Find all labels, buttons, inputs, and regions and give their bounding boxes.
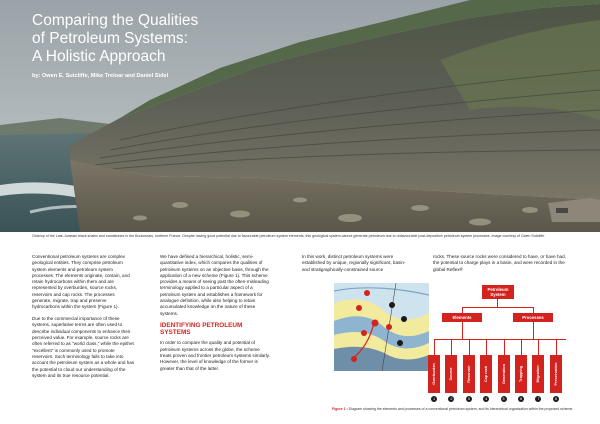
- processes-leaf-node: [498, 355, 510, 393]
- connector: [497, 299, 498, 307]
- elements-leaf-node: [445, 355, 457, 393]
- paragraph: We have defined a hierarchical, holistic, semi-quantitative index, which compares the qualities of petroleum systems on an objective basis, through the application of a new scheme (Figure 1). This scheme provides a means of seeing past the often-misleading terminology applied to a particular aspect of a petroleum system and establishes a framework for analogue definition, while also helping to retain accumulated knowledge on the nature of these systems.: [160, 254, 269, 316]
- leaf-label: Preservation: [553, 362, 558, 386]
- leaf-number-badge: 8: [554, 397, 557, 401]
- figure-caption-label: Figure 1 •: [332, 407, 348, 411]
- leaf-number-badge: 3: [467, 397, 470, 401]
- connector: [462, 307, 534, 308]
- paragraph: rocks. These source rocks were considered to have, or have had, the potential to charge plays in a basin, and were recorded in the global Reflex®: [433, 254, 566, 272]
- leaf-number-badge: 7: [537, 397, 540, 401]
- connector: [434, 339, 566, 340]
- connector: [504, 339, 505, 355]
- leaf-label: Source: [449, 367, 454, 381]
- leaf-number-badge: 6: [519, 397, 523, 401]
- leaf-label: Overburden: [432, 363, 436, 385]
- connector: [434, 339, 435, 355]
- elements-leaf-node: [428, 355, 440, 393]
- figure-caption: [332, 407, 577, 412]
- leaf-number-badge: 2: [450, 397, 453, 401]
- geology-cross-section: [334, 283, 429, 371]
- processes-node: Processes: [513, 313, 553, 322]
- connector: [521, 339, 522, 355]
- paragraph: Due to the commercial importance of these systems, superlative terms are often used to describe individual components to enhance their perceived value. For example, source rocks are often referred to as "world class," while the epithet "excellent" is commonly used to promote reservoirs. Such terminology fails to take into account the petroleum system as a whole and has the potential to cloud our understanding of the system and its true resource potential.: [32, 316, 135, 378]
- connector: [486, 339, 487, 355]
- paragraph: In this work, distinct petroleum systems were established by unique, regionally significant, basin- and stratigraphically-constrained source: [302, 254, 406, 272]
- connector: [533, 322, 534, 339]
- title-line: of Petroleum Systems:: [32, 30, 188, 47]
- figure-caption-text: Diagram showing the elements and processes of a conventional petroleum system, and its hierarchical organisation within the proposed scheme.: [348, 407, 574, 411]
- paragraph: In order to compare the quality and potential of petroleum systems across the globe, the scheme treats proven and frontier petroleum systems similarly. However, the level of knowledge of the former is greater than that of the latter.: [160, 340, 270, 371]
- elements-leaf-node: [480, 355, 492, 393]
- connector: [469, 339, 470, 355]
- leaf-number-badge: 5: [502, 397, 505, 401]
- processes-leaf-node: [515, 355, 527, 393]
- connector: [451, 339, 452, 355]
- body-column-3: [302, 254, 414, 278]
- leaf-number-badge: 4: [485, 397, 488, 401]
- elements-leaf-node: [463, 355, 475, 393]
- connector: [462, 322, 463, 339]
- photo-caption: Outcrop of the Late-Jurassic black shales and sandstones in the Boulonnais, northern France. Despite having good potential due to favourable petroleum system elements, this geological system cannot generate petroleum due to unfavourable post-deposition petroleum system processes. Image courtesy of Owen Sutcliffe.: [32, 234, 546, 238]
- title-line: A Holistic Approach: [32, 48, 166, 65]
- processes-leaf-node: [532, 355, 544, 393]
- petroleum-system-node: Petroleum System: [482, 285, 514, 299]
- leaf-label: Trapping: [519, 365, 523, 383]
- body-column-1: [32, 254, 135, 385]
- body-column-4: [433, 254, 573, 278]
- figure-1: [332, 283, 577, 400]
- leaf-label: Migration: [536, 365, 541, 383]
- authors-byline: by: Owen E. Sutcliffe, Mike Treloar and Daniel Sidel: [32, 73, 169, 79]
- leaf-label: Cap rock: [484, 365, 489, 383]
- section-heading: IDENTIFYING PETROLEUM SYSTEMS: [160, 322, 243, 337]
- connector: [538, 339, 539, 355]
- leaf-label: Reservoir: [466, 365, 471, 383]
- article-title: [32, 12, 198, 66]
- paragraph: Conventional petroleum systems are complex geological entities. They comprise petroleum system elements and petroleum system processes. The elements originate, contain, and retain hydrocarbons within them and are represented by overburden, source rocks, reservoirs and cap rocks. The processes generate, migrate, trap and preserve hydrocarbons within the system (Figure 1).: [32, 254, 130, 310]
- processes-leaf-node: [550, 355, 562, 393]
- elements-node: Elements: [442, 313, 482, 322]
- leaf-number-badge: 1: [432, 397, 436, 401]
- body-column-2: [160, 254, 270, 377]
- leaf-label: Generation: [501, 363, 506, 385]
- connector: [556, 339, 557, 355]
- title-line: Comparing the Qualities: [32, 12, 199, 29]
